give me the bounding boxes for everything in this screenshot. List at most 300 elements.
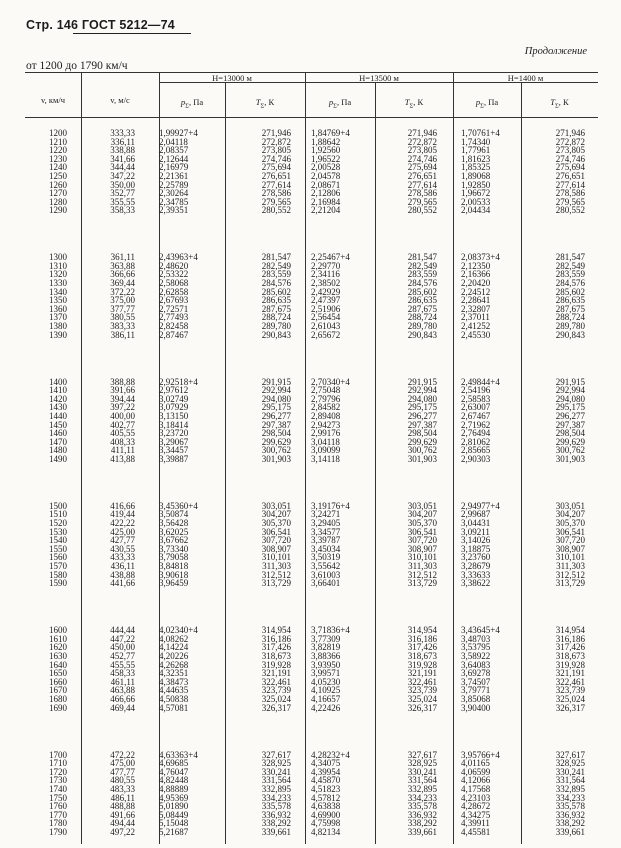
table-cell: 402,77	[110, 419, 135, 430]
table-cell: 290,843	[555, 329, 585, 340]
table-cell: 2,75048	[311, 385, 341, 396]
table-cell: 328,925	[407, 758, 437, 769]
table-cell: 3,45360+4	[159, 500, 198, 511]
table-cell: 326,317	[555, 702, 585, 713]
p-unit: , Па	[336, 97, 352, 107]
table-cell: 1650	[49, 668, 67, 679]
table-cell: 330,241	[407, 766, 437, 777]
table-cell: 477,77	[110, 766, 135, 777]
table-cell: 323,739	[555, 685, 585, 696]
table-cell: 1430	[49, 402, 67, 413]
table-cell: 1260	[49, 179, 67, 190]
t-sub: Σ	[555, 102, 559, 110]
table-cell: 2,79796	[311, 393, 341, 404]
table-cell: 3,04431	[461, 518, 491, 529]
table-cell: 1250	[49, 171, 67, 181]
table-cell: 335,578	[407, 801, 437, 812]
table-cell: 274,746	[261, 153, 291, 164]
table-cell: 1570	[49, 561, 67, 572]
table-cell: 1,70761+4	[461, 128, 500, 138]
table-cell: 3,64083	[461, 659, 491, 670]
table-cell: 350,00	[110, 179, 135, 190]
table-cell: 4,12066	[461, 775, 491, 786]
table-cell: 3,13150	[159, 410, 189, 421]
table-cell: 1,88642	[311, 136, 341, 147]
table-row	[25, 828, 598, 837]
table-cell: 388,88	[110, 376, 135, 387]
header-bottom-rule	[25, 117, 598, 118]
header-group-3: H=1400 м	[507, 73, 544, 83]
table-cell: 312,512	[261, 569, 291, 580]
table-cell: 298,504	[555, 428, 585, 439]
table-cell: 3,66401	[311, 578, 341, 589]
table-cell: 2,37011	[461, 312, 490, 323]
table-cell: 4,95369	[159, 792, 189, 803]
table-cell: 338,292	[261, 818, 291, 829]
header-v-kmh: v, км/ч	[40, 95, 66, 105]
table-cell: 277,614	[407, 179, 437, 190]
table-cell: 4,69900	[311, 809, 341, 820]
table-cell: 280,552	[555, 205, 585, 216]
table-cell: 294,080	[407, 393, 437, 404]
table-cell: 427,77	[110, 535, 135, 546]
table-cell: 441,66	[110, 578, 135, 589]
table-cell: 2,54196	[461, 385, 491, 396]
table-cell: 4,82448	[159, 775, 189, 786]
table-cell: 3,56428	[159, 518, 189, 529]
table-cell: 336,932	[555, 809, 585, 820]
table-cell: 1490	[49, 453, 67, 464]
table-cell: 313,729	[261, 578, 291, 589]
table-cell: 3,39787	[311, 535, 341, 546]
table-cell: 2,58068	[159, 278, 189, 289]
table-cell: 310,101	[555, 552, 585, 563]
table-cell: 295,175	[407, 402, 437, 413]
table-cell: 301,903	[407, 453, 437, 464]
table-cell: 331,564	[555, 775, 585, 786]
table-cell: 1640	[49, 659, 67, 670]
table-cell: 4,63363+4	[159, 749, 198, 760]
table-cell: 3,82819	[311, 642, 341, 653]
table-cell: 311,303	[262, 561, 291, 572]
table-cell: 335,578	[261, 801, 291, 812]
table-cell: 311,303	[556, 561, 585, 572]
table-cell: 326,317	[261, 702, 291, 713]
table-cell: 455,55	[110, 659, 135, 670]
table-cell: 4,10925	[311, 685, 341, 696]
table-cell: 463,88	[110, 685, 135, 696]
table-cell: 363,88	[110, 260, 135, 271]
table-cell: 4,69685	[159, 758, 189, 769]
table-cell: 3,79771	[461, 685, 491, 696]
table-cell: 4,82134	[311, 826, 341, 837]
table-cell: 2,16366	[461, 269, 491, 280]
table-cell: 318,673	[407, 650, 437, 661]
table-cell: 322,461	[261, 676, 291, 687]
table-cell: 289,780	[555, 321, 585, 332]
table-cell: 1590	[49, 578, 67, 589]
table-cell: 3,09211	[461, 526, 490, 537]
table-cell: 352,77	[110, 188, 135, 199]
table-cell: 1790	[49, 826, 67, 837]
table-cell: 1280	[49, 196, 67, 207]
table-cell: 3,28679	[461, 561, 491, 572]
t-sub: Σ	[260, 102, 265, 110]
t-symbol: T	[404, 97, 410, 107]
table-cell: 444,44	[110, 625, 135, 636]
table-cell: 282,549	[407, 260, 437, 271]
table-cell: 5,01890	[159, 801, 189, 812]
table-cell: 2,30264	[159, 188, 189, 199]
table-cell: 1300	[49, 252, 67, 263]
table-cell: 2,34785	[159, 196, 189, 207]
table-cell: 2,92518+4	[159, 376, 198, 387]
table-cell: 300,762	[407, 445, 437, 456]
table-cell: 272,872	[407, 136, 437, 147]
table-cell: 450,00	[110, 642, 135, 653]
table-cell: 4,45870	[311, 775, 341, 786]
table-cell: 347,22	[110, 171, 135, 181]
table-cell: 280,552	[261, 205, 291, 216]
table-cell: 4,39954	[311, 766, 341, 777]
table-cell: 334,233	[261, 792, 291, 803]
table-cell: 2,28641	[461, 295, 491, 306]
table-cell: 2,61043	[311, 321, 341, 332]
table-cell: 1750	[49, 792, 67, 803]
table-cell: 328,925	[261, 758, 291, 769]
table-cell: 1680	[49, 693, 67, 704]
table-cell: 438,88	[110, 569, 135, 580]
table-row	[25, 455, 598, 464]
table-cell: 419,44	[110, 509, 135, 520]
table-cell: 2,56454	[311, 312, 341, 323]
table-cell: 327,617	[555, 749, 585, 760]
table-cell: 1520	[49, 518, 67, 529]
table-cell: 1,92560	[311, 145, 341, 156]
table-cell: 275,694	[261, 162, 291, 173]
table-cell: 461,11	[110, 676, 135, 687]
table-cell: 296,277	[407, 410, 437, 421]
table-cell: 307,720	[407, 535, 437, 546]
table-cell: 323,739	[261, 685, 291, 696]
table-cell: 332,895	[407, 783, 437, 794]
table-cell: 284,576	[261, 278, 291, 289]
table-cell: 475,00	[110, 758, 135, 769]
header-p-1	[159, 97, 225, 112]
table-cell: 282,549	[555, 260, 585, 271]
table-cell: 2,34116	[311, 269, 340, 280]
table-cell: 296,277	[555, 410, 585, 421]
table-cell: 335,578	[555, 801, 585, 812]
table-cell: 307,720	[261, 535, 291, 546]
table-row	[25, 331, 598, 340]
table-cell: 397,22	[110, 402, 135, 413]
table-cell: 304,207	[555, 509, 585, 520]
table-cell: 334,233	[407, 792, 437, 803]
table-cell: 1560	[49, 552, 67, 563]
table-cell: 283,559	[407, 269, 437, 280]
table-cell: 277,614	[261, 179, 291, 190]
table-cell: 272,872	[261, 136, 291, 147]
table-cell: 3,88366	[311, 650, 341, 661]
table-cell: 330,241	[261, 766, 291, 777]
table-cell: 1480	[49, 445, 67, 456]
table-cell: 303,051	[261, 500, 291, 511]
table-cell: 2,77493	[159, 312, 189, 323]
header-group-1: H=13000 м	[212, 73, 252, 83]
table-cell: 1470	[49, 436, 67, 447]
table-cell: 274,746	[407, 153, 437, 164]
table-cell: 1,81623	[461, 153, 491, 164]
table-cell: 316,186	[407, 633, 437, 644]
table-cell: 338,88	[110, 145, 135, 156]
table-cell: 278,586	[555, 188, 585, 199]
table-cell: 4,39911	[461, 818, 490, 829]
table-cell: 2,21361	[159, 171, 189, 181]
page-header	[26, 18, 175, 32]
table-cell: 4,57812	[311, 792, 341, 803]
table-cell: 1610	[49, 633, 67, 644]
table-cell: 288,724	[261, 312, 291, 323]
table-cell: 1220	[49, 145, 67, 156]
table-cell: 313,729	[555, 578, 585, 589]
table-cell: 1380	[49, 321, 67, 332]
table-cell: 336,932	[261, 809, 291, 820]
table-cell: 3,02749	[159, 393, 189, 404]
table-cell: 1580	[49, 569, 67, 580]
table-cell: 339,661	[407, 826, 437, 837]
table-cell: 1740	[49, 783, 67, 794]
table-cell: 312,512	[555, 569, 585, 580]
table-cell: 279,565	[407, 196, 437, 207]
table-cell: 372,22	[110, 286, 135, 297]
table-cell: 2,16979	[159, 162, 189, 173]
table-cell: 5,08449	[159, 809, 189, 820]
table-cell: 3,85068	[461, 693, 491, 704]
table-cell: 1620	[49, 642, 67, 653]
table-cell: 325,024	[261, 693, 291, 704]
table-cell: 422,22	[110, 518, 135, 529]
table-cell: 295,175	[555, 402, 585, 413]
table-cell: 3,48703	[461, 633, 491, 644]
page-header-text: Стр. 146 ГОСТ 5212—74	[26, 18, 175, 32]
p-sub: Σ	[480, 102, 484, 110]
header-t-2	[375, 97, 453, 112]
table-cell: 273,805	[555, 145, 585, 156]
table-cell: 1450	[49, 419, 67, 430]
table-cell: 1540	[49, 535, 67, 546]
table-cell: 416,66	[110, 500, 135, 511]
table-cell: 299,629	[261, 436, 291, 447]
table-cell: 290,843	[261, 329, 291, 340]
table-cell: 327,617	[407, 749, 437, 760]
table-cell: 383,33	[110, 321, 135, 332]
table-cell: 377,77	[110, 303, 135, 314]
table-cell: 2,12350	[461, 260, 491, 271]
table-cell: 1390	[49, 329, 67, 340]
table-cell: 375,00	[110, 295, 135, 306]
t-symbol: T	[550, 97, 555, 107]
table-cell: 466,66	[110, 693, 135, 704]
table-cell: 316,186	[261, 633, 291, 644]
table-cell: 2,84582	[311, 402, 341, 413]
table-cell: 314,954	[261, 625, 291, 636]
table-cell: 4,20226	[159, 650, 189, 661]
table-cell: 1440	[49, 410, 67, 421]
table-cell: 3,90400	[461, 702, 491, 713]
table-cell: 2,25789	[159, 179, 189, 190]
table-cell: 276,651	[555, 171, 585, 181]
table-cell: 287,675	[261, 303, 291, 314]
table-cell: 278,586	[407, 188, 437, 199]
table-cell: 1630	[49, 650, 67, 661]
table-cell: 1240	[49, 162, 67, 173]
table-cell: 4,02340+4	[159, 625, 198, 636]
table-cell: 308,907	[555, 543, 585, 554]
table-cell: 304,207	[407, 509, 437, 520]
table-cell: 2,08373+4	[461, 252, 500, 263]
table-cell: 3,58922	[461, 650, 491, 661]
table-cell: 321,191	[555, 668, 585, 679]
table-cell: 285,602	[261, 286, 291, 297]
table-cell: 1340	[49, 286, 67, 297]
t-unit: , К	[264, 97, 275, 107]
table-row	[25, 206, 598, 215]
table-cell: 2,24512	[461, 286, 491, 297]
table-cell: 447,22	[110, 633, 135, 644]
table-cell: 2,67467	[461, 410, 491, 421]
table-cell: 3,74507	[461, 676, 491, 687]
table-cell: 358,33	[110, 205, 135, 216]
table-cell: 4,32351	[159, 668, 189, 679]
table-cell: 3,61003	[311, 569, 341, 580]
table-cell: 318,673	[261, 650, 291, 661]
table-cell: 2,89408	[311, 410, 341, 421]
table-cell: 305,370	[261, 518, 291, 529]
table-cell: 299,629	[555, 436, 585, 447]
table-cell: 3,29405	[311, 518, 341, 529]
data-table	[25, 72, 598, 844]
table-cell: 1370	[49, 312, 67, 323]
header-t-1	[225, 97, 305, 112]
table-cell: 303,051	[555, 500, 585, 511]
table-cell: 3,24271	[311, 509, 341, 520]
table-cell: 1550	[49, 543, 67, 554]
table-cell: 4,75998	[311, 818, 341, 829]
table-cell: 4,50838	[159, 693, 189, 704]
table-cell: 290,843	[407, 329, 437, 340]
table-cell: 319,928	[261, 659, 291, 670]
table-cell: 3,23760	[461, 552, 491, 563]
table-cell: 305,370	[407, 518, 437, 529]
table-cell: 3,14026	[461, 535, 491, 546]
table-cell: 312,512	[407, 569, 437, 580]
table-cell: 3,77309	[311, 633, 341, 644]
table-cell: 319,928	[407, 659, 437, 670]
table-cell: 327,617	[261, 749, 291, 760]
table-cell: 285,602	[407, 286, 437, 297]
range-label: от 1200 до 1790 км/ч	[26, 60, 128, 72]
table-cell: 2,48620	[159, 260, 189, 271]
table-cell: 294,080	[261, 393, 291, 404]
table-cell: 1350	[49, 295, 67, 306]
table-cell: 497,22	[110, 826, 135, 837]
table-cell: 2,63007	[461, 402, 491, 413]
table-cell: 4,22426	[311, 702, 341, 713]
table-cell: 5,15048	[159, 818, 189, 829]
table-cell: 4,26268	[159, 659, 189, 670]
table-cell: 3,23720	[159, 428, 189, 439]
table-cell: 4,28232+4	[311, 749, 350, 760]
table-cell: 3,18875	[461, 543, 491, 554]
table-cell: 4,28672	[461, 801, 491, 812]
table-cell: 289,780	[407, 321, 437, 332]
table-cell: 317,426	[261, 642, 291, 653]
table-cell: 3,45034	[311, 543, 341, 554]
table-cell: 1,89068	[461, 171, 491, 181]
table-cell: 3,33633	[461, 569, 491, 580]
table-cell: 285,602	[555, 286, 585, 297]
table-cell: 5,21687	[159, 826, 189, 837]
p-unit: , Па	[483, 97, 499, 107]
table-cell: 1530	[49, 526, 67, 537]
table-cell: 291,915	[555, 376, 585, 387]
table-cell: 306,541	[407, 526, 437, 537]
table-cell: 317,426	[555, 642, 585, 653]
table-cell: 1,96672	[461, 188, 491, 199]
table-cell: 274,746	[555, 153, 585, 164]
table-cell: 1690	[49, 702, 67, 713]
table-cell: 1400	[49, 376, 67, 387]
table-cell: 308,907	[407, 543, 437, 554]
table-cell: 300,762	[261, 445, 291, 456]
table-cell: 1,99927+4	[159, 128, 198, 138]
table-cell: 4,01165	[461, 758, 490, 769]
continuation-label: Продолжение	[524, 46, 587, 57]
table-cell: 4,23103	[461, 792, 491, 803]
table-cell: 322,461	[555, 676, 585, 687]
table-cell: 1660	[49, 676, 67, 687]
table-cell: 292,994	[261, 385, 291, 396]
table-cell: 469,44	[110, 702, 135, 713]
table-cell: 2,53322	[159, 269, 189, 280]
table-cell: 3,50319	[311, 552, 341, 563]
table-cell: 3,38622	[461, 578, 491, 589]
table-cell: 2,38502	[311, 278, 341, 289]
table-cell: 272,872	[555, 136, 585, 147]
table-cell: 286,635	[261, 295, 291, 306]
table-cell: 1670	[49, 685, 67, 696]
table-cell: 276,651	[407, 171, 437, 181]
table-cell: 3,84818	[159, 561, 189, 572]
table-cell: 1710	[49, 758, 67, 769]
table-cell: 2,71962	[461, 419, 491, 430]
table-cell: 3,07929	[159, 402, 189, 413]
table-cell: 3,71836+4	[311, 625, 350, 636]
table-cell: 296,277	[261, 410, 291, 421]
table-cell: 2,97612	[159, 385, 189, 396]
table-cell: 4,34275	[461, 809, 491, 820]
table-cell: 317,426	[407, 642, 437, 653]
table-cell: 2,00528	[311, 162, 341, 173]
table-cell: 289,780	[261, 321, 291, 332]
table-cell: 3,79058	[159, 552, 189, 563]
table-cell: 314,954	[407, 625, 437, 636]
table-cell: 338,292	[407, 818, 437, 829]
table-cell: 3,18414	[159, 419, 189, 430]
table-cell: 288,724	[555, 312, 585, 323]
table-cell: 1230	[49, 153, 67, 164]
